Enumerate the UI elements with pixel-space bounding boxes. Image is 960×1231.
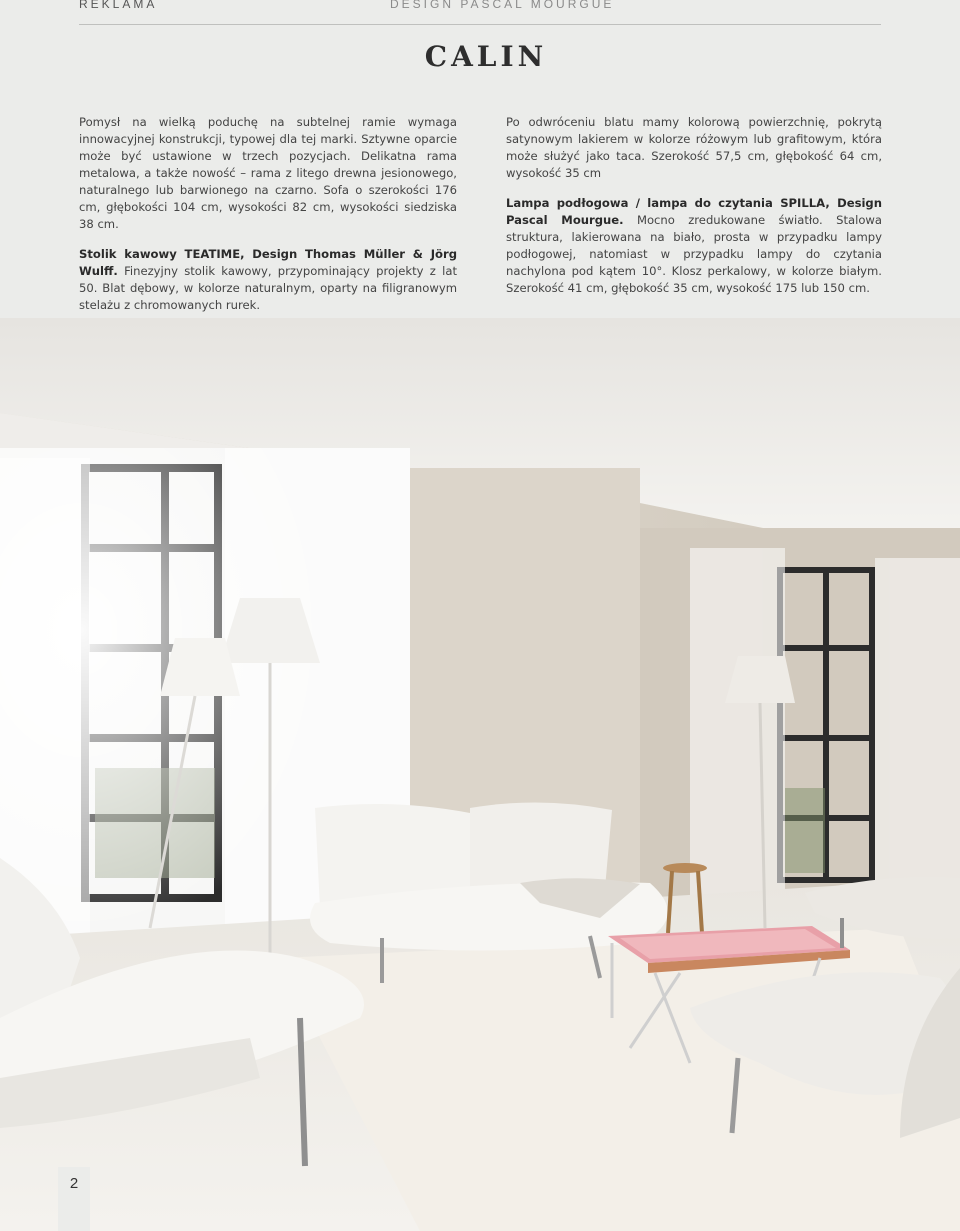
right-column <box>506 114 882 310</box>
interior-illustration <box>0 318 960 1231</box>
table-description <box>79 246 457 314</box>
page-number: 2 <box>58 1167 90 1231</box>
lamp-description <box>506 195 882 297</box>
section-label: REKLAMA <box>79 0 158 11</box>
table-heading: Stolik kawowy TEATIME, Design Thomas Müller & Jörg Wulff. <box>79 247 457 278</box>
tray-description: Po odwróceniu blatu mamy kolorową powierzchnię, pokrytą satynowym lakierem w kolorze różowym lub grafitowym, która może służyć jako taca. Szerokość 57,5 cm, głębokość 64 cm, wysokość 35 cm <box>506 115 882 180</box>
left-column <box>79 114 457 327</box>
lamp-heading: Lampa podłogowa / lampa do czytania SPILLA, Design Pascal Mourgue. <box>506 196 882 227</box>
designer-label: DESIGN PASCAL MOURGUE <box>390 0 615 11</box>
page-title: CALIN <box>424 40 548 73</box>
sofa-description: Pomysł na wielką poduchę na subtelnej ramie wymaga innowacyjnej konstrukcji, typowej dla tej marki. Sztywne oparcie może być ustawione w trzech pozycjach. Delikatna rama metalowa, a także nowość – rama z litego drewna jesionowego, naturalnego lub barwionego na czarno. Sofa o szerokości 176 cm, głębokości 104 cm, wysokości 82 cm, wysokości siedziska 38 cm. <box>79 115 457 231</box>
lamp-text: Mocno zredukowane światło. Stalowa struktura, lakierowana na biało, prosta w przypadku lampy podłogowej, natomiast w przypadku lampy do czytania nachylona pod kątem 10°. Klosz perkalowy, w kolorze białym. Szerokość 41 cm, głębokość 35 cm, wysokość 175 lub 150 cm. <box>506 213 882 295</box>
interior-photo <box>0 318 960 1231</box>
header-band <box>0 0 960 320</box>
header-rule <box>79 24 881 25</box>
table-text: Finezyjny stolik kawowy, przypominający projekty z lat 50. Blat dębowy, w kolorze naturalnym, oparty na filigranowym stelażu z chromowanych rurek. <box>79 264 457 312</box>
